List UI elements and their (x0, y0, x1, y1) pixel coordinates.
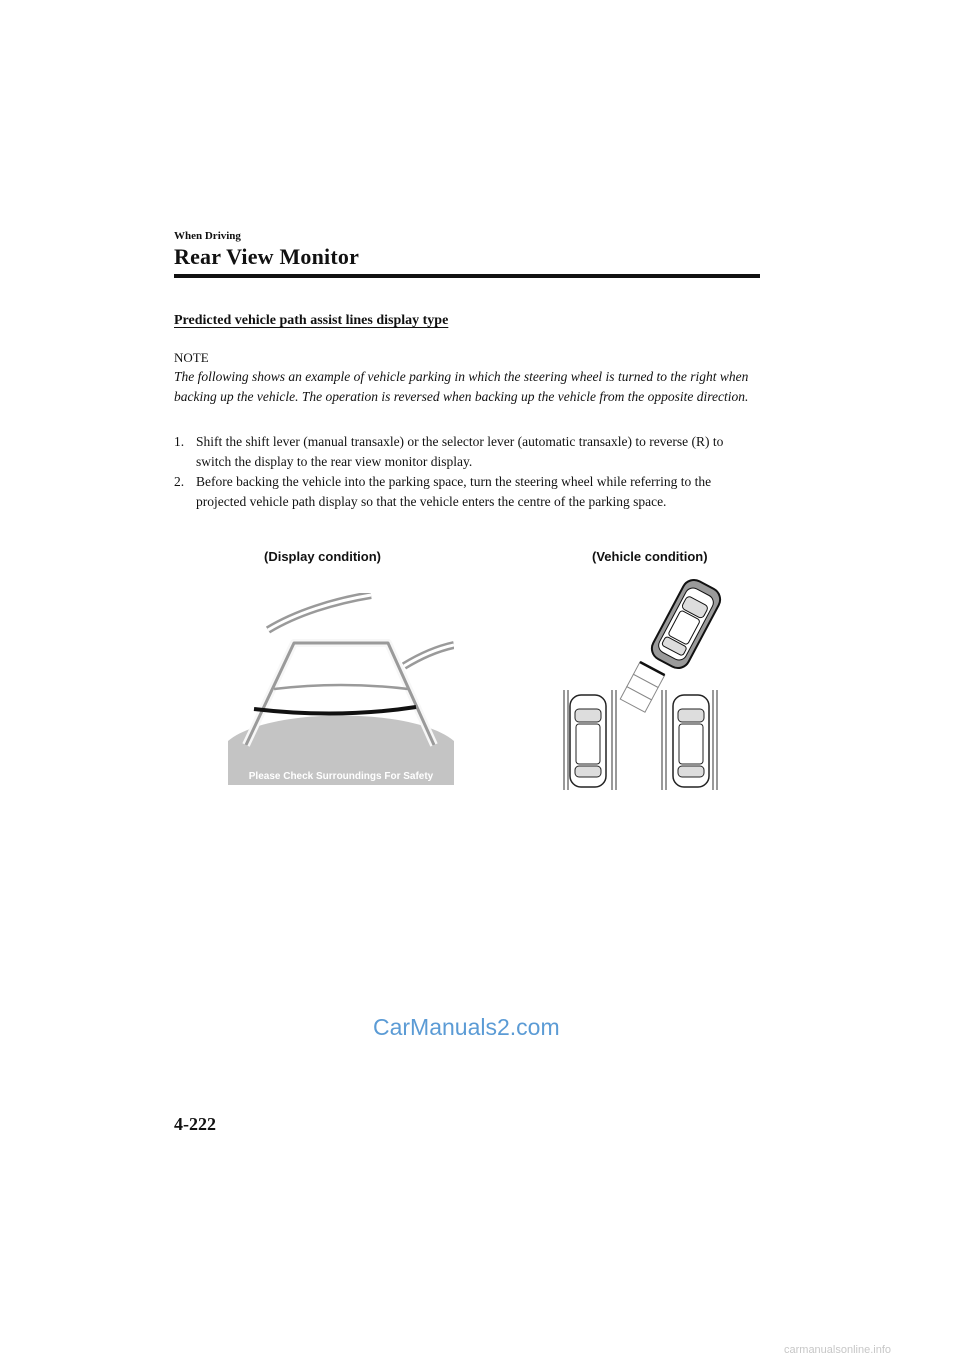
step-item (174, 472, 754, 512)
step-list (174, 432, 754, 512)
vehicle-condition-caption: (Vehicle condition) (592, 549, 708, 564)
section-label: When Driving (174, 230, 241, 242)
screen-safety-message: Please Check Surroundings For Safety (248, 771, 434, 782)
note-label: NOTE (174, 350, 209, 365)
step-number: 1. (174, 434, 185, 449)
display-condition-caption: (Display condition) (264, 549, 381, 564)
reversing-car (648, 578, 725, 672)
step-item (174, 432, 754, 472)
rear-view-display-illustration (228, 593, 454, 785)
page-number: 4-222 (174, 1114, 216, 1134)
step-text: Before backing the vehicle into the parking space, turn the steering wheel while referring to the projected vehicle path display so that the vehicle enters the centre of the parking space. (196, 474, 712, 509)
title-rule (174, 274, 760, 278)
note-text: The following shows an example of vehicle parking in which the steering wheel is turned to the right when backing up the vehicle. The operation is reversed when backing up the vehicle from the opposite direction. (174, 369, 749, 404)
footer-site: carmanualsonline.info (784, 1344, 892, 1356)
subheading: Predicted vehicle path assist lines display type (174, 313, 449, 328)
path-guide-bands (620, 662, 664, 712)
page-title: Rear View Monitor (174, 244, 360, 269)
parked-car-right (673, 695, 709, 787)
step-number: 2. (174, 474, 185, 489)
step-text: Shift the shift lever (manual transaxle) or the selector lever (automatic transaxle) to reverse (R) to switch the display to the rear view monitor display. (196, 434, 724, 469)
vehicle-parking-illustration (556, 578, 734, 794)
watermark: CarManuals2.com (373, 1014, 560, 1040)
parked-car-left (570, 695, 606, 787)
